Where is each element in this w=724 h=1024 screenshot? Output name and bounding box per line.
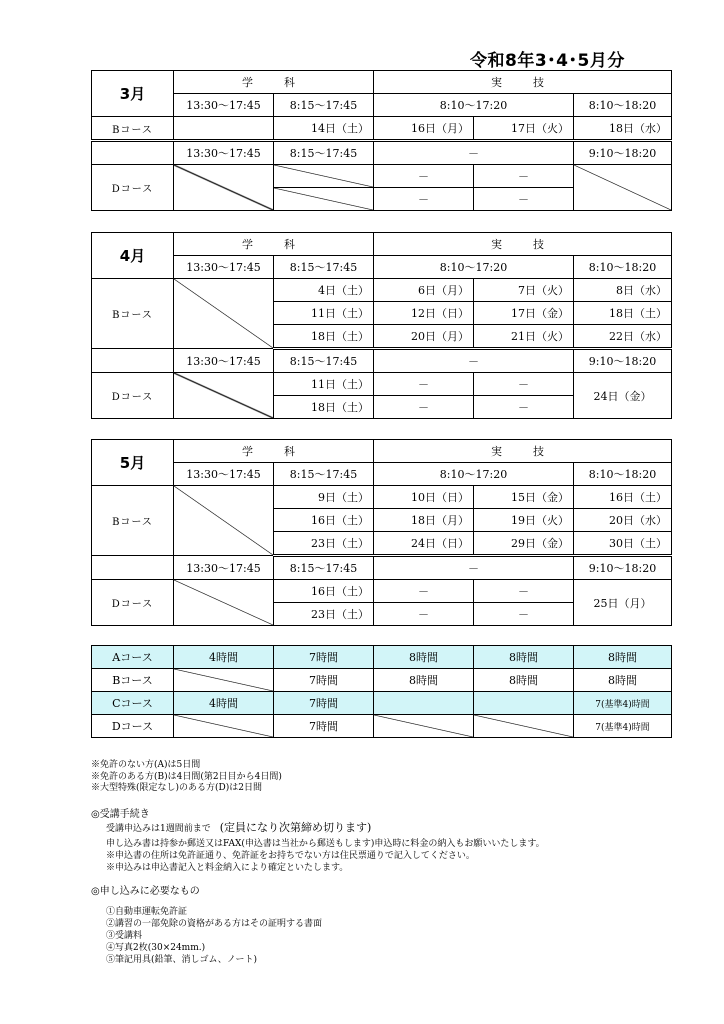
time-cell: 13:30〜17:45 bbox=[174, 94, 274, 117]
date-cell: 9日（土） bbox=[274, 486, 374, 509]
required-item: ④写真2枚(30×24mm.) bbox=[106, 943, 206, 953]
hours-cell: 4時間 bbox=[174, 646, 274, 669]
hours-cell: 8時間 bbox=[474, 646, 574, 669]
diagonal-cell bbox=[174, 486, 274, 556]
time-cell: 8:15〜17:45 bbox=[274, 349, 374, 373]
diagonal-cell bbox=[174, 669, 274, 692]
time-cell: 13:30〜17:45 bbox=[174, 556, 274, 580]
date-cell: 17日（金） bbox=[474, 302, 574, 325]
dash-cell: － bbox=[474, 165, 574, 188]
time-cell: 8:10〜18:20 bbox=[574, 94, 672, 117]
date-cell: 11日（土） bbox=[274, 302, 374, 325]
time-cell: 13:30〜17:45 bbox=[174, 141, 274, 165]
time-cell: 8:10〜17:20 bbox=[374, 256, 574, 279]
hours-cell: 8時間 bbox=[574, 646, 672, 669]
month-label: 3月 bbox=[92, 71, 174, 117]
course-label: Aコース bbox=[92, 646, 174, 669]
date-cell: 18日（土） bbox=[574, 302, 672, 325]
course-label: Bコース bbox=[92, 669, 174, 692]
time-cell: 8:15〜17:45 bbox=[274, 141, 374, 165]
date-cell: 20日（水） bbox=[574, 509, 672, 532]
date-cell: 19日（火） bbox=[474, 509, 574, 532]
procedure-line: 受講申込みは1週間前まで bbox=[106, 824, 211, 834]
procedure-line: ※申込書の住所は免許証通り、免許証をお持ちでない方は住民票通りで記入してください。 bbox=[106, 851, 475, 861]
gakka-header: 学 科 bbox=[174, 71, 374, 94]
diagonal-cell bbox=[174, 279, 274, 349]
diagonal-cell bbox=[374, 715, 474, 738]
jitsugi-header: 実 技 bbox=[374, 233, 672, 256]
date-cell: 30日（土） bbox=[574, 532, 672, 556]
course-label: Bコース bbox=[92, 279, 174, 349]
course-label: Cコース bbox=[92, 692, 174, 715]
dash-cell: － bbox=[474, 603, 574, 626]
date-cell: 10日（日） bbox=[374, 486, 474, 509]
dash-cell: － bbox=[474, 188, 574, 211]
date-cell: 18日（土） bbox=[274, 396, 374, 419]
dash-cell: － bbox=[474, 373, 574, 396]
procedure-heading: ◎受講手続き bbox=[91, 809, 150, 820]
procedure-deadline: (定員になり次第締め切ります) bbox=[219, 821, 372, 834]
diagonal-cell bbox=[574, 165, 672, 211]
time-cell: 8:10〜18:20 bbox=[574, 256, 672, 279]
date-cell: 8日（水） bbox=[574, 279, 672, 302]
note-line: ※免許のある方(B)は4日間(第2日目から4日間) bbox=[91, 771, 282, 782]
hours-cell: 7時間 bbox=[274, 692, 374, 715]
jitsugi-header: 実 技 bbox=[374, 440, 672, 463]
page-title: 令和8年3･4･5月分 bbox=[470, 51, 625, 71]
notes bbox=[91, 760, 282, 795]
note-line: ※免許のない方(A)は5日間 bbox=[91, 760, 201, 770]
date-cell: 6日（月） bbox=[374, 279, 474, 302]
date-cell: 4日（土） bbox=[274, 279, 374, 302]
time-cell: 13:30〜17:45 bbox=[174, 463, 274, 486]
dash-cell: － bbox=[374, 188, 474, 211]
empty-cell bbox=[92, 141, 174, 165]
schedule-table-may bbox=[91, 439, 672, 626]
date-cell: 20日（月） bbox=[374, 325, 474, 349]
month-label: 5月 bbox=[92, 440, 174, 486]
date-cell: 16日（月） bbox=[374, 117, 474, 141]
empty-cell bbox=[174, 117, 274, 141]
hours-cell: 4時間 bbox=[174, 692, 274, 715]
date-cell: 29日（金） bbox=[474, 532, 574, 556]
required-item: ②講習の一部免除の資格がある方はその証明する書面 bbox=[106, 919, 323, 929]
time-cell: 8:15〜17:45 bbox=[274, 556, 374, 580]
date-cell: 22日（水） bbox=[574, 325, 672, 349]
course-label: Bコース bbox=[92, 486, 174, 556]
time-cell: 9:10〜18:20 bbox=[574, 141, 672, 165]
hours-cell: 7(基準4)時間 bbox=[574, 715, 672, 738]
dash-cell: － bbox=[474, 396, 574, 419]
time-cell: 13:30〜17:45 bbox=[174, 256, 274, 279]
date-cell: 18日（水） bbox=[574, 117, 672, 141]
dash-cell: － bbox=[374, 580, 474, 603]
dash-cell: － bbox=[374, 373, 474, 396]
schedule-table-march bbox=[91, 70, 672, 211]
date-cell: 18日（土） bbox=[274, 325, 374, 349]
hours-cell: 7時間 bbox=[274, 715, 374, 738]
course-label: Dコース bbox=[92, 165, 174, 211]
month-label: 4月 bbox=[92, 233, 174, 279]
dash-cell: － bbox=[374, 556, 574, 580]
empty-cell bbox=[92, 556, 174, 580]
dash-cell: － bbox=[374, 349, 574, 373]
date-cell: 24日（金） bbox=[574, 373, 672, 419]
course-label: Dコース bbox=[92, 580, 174, 626]
date-cell: 23日（土） bbox=[274, 532, 374, 556]
date-cell: 16日（土） bbox=[274, 580, 374, 603]
dash-cell: － bbox=[374, 141, 574, 165]
dash-cell: － bbox=[374, 396, 474, 419]
diagonal-cell bbox=[474, 715, 574, 738]
date-cell: 7日（火） bbox=[474, 279, 574, 302]
diagonal-cell bbox=[174, 165, 274, 211]
course-label: Dコース bbox=[92, 373, 174, 419]
date-cell: 18日（月） bbox=[374, 509, 474, 532]
dash-cell: － bbox=[374, 165, 474, 188]
date-cell: 21日（火） bbox=[474, 325, 574, 349]
dash-cell: － bbox=[374, 603, 474, 626]
diagonal-cell bbox=[174, 373, 274, 419]
gakka-header: 学 科 bbox=[174, 440, 374, 463]
time-cell: 8:15〜17:45 bbox=[274, 256, 374, 279]
diagonal-cell bbox=[374, 692, 474, 715]
time-cell: 9:10〜18:20 bbox=[574, 556, 672, 580]
hours-cell: 7時間 bbox=[274, 669, 374, 692]
time-cell: 9:10〜18:20 bbox=[574, 349, 672, 373]
diagonal-cell bbox=[274, 165, 374, 188]
required-item: ⑤筆記用具(鉛筆、消しゴム、ノート) bbox=[106, 955, 258, 965]
hours-cell: 8時間 bbox=[574, 669, 672, 692]
date-cell: 12日（日） bbox=[374, 302, 474, 325]
procedure-line: 申し込み書は持参か郵送又はFAX(申込書は当社から郵送もします)申込時に料金の納入もお願いいたします。 bbox=[106, 839, 545, 849]
jitsugi-header: 実 技 bbox=[374, 71, 672, 94]
time-cell: 8:10〜17:20 bbox=[374, 94, 574, 117]
date-cell: 11日（土） bbox=[274, 373, 374, 396]
date-cell: 23日（土） bbox=[274, 603, 374, 626]
course-label: Dコース bbox=[92, 715, 174, 738]
time-cell: 8:15〜17:45 bbox=[274, 94, 374, 117]
time-cell: 8:15〜17:45 bbox=[274, 463, 374, 486]
date-cell: 17日（火） bbox=[474, 117, 574, 141]
hours-cell: 8時間 bbox=[374, 646, 474, 669]
diagonal-cell bbox=[174, 580, 274, 626]
diagonal-cell bbox=[274, 188, 374, 211]
hours-table bbox=[91, 645, 672, 738]
diagonal-cell bbox=[474, 692, 574, 715]
hours-cell: 8時間 bbox=[374, 669, 474, 692]
diagonal-cell bbox=[174, 715, 274, 738]
date-cell: 24日（日） bbox=[374, 532, 474, 556]
date-cell: 14日（土） bbox=[274, 117, 374, 141]
date-cell: 16日（土） bbox=[574, 486, 672, 509]
time-cell: 13:30〜17:45 bbox=[174, 349, 274, 373]
time-cell: 8:10〜18:20 bbox=[574, 463, 672, 486]
procedure-body bbox=[106, 822, 545, 874]
procedure-line: ※申込みは申込書記入と料金納入により確定といたします。 bbox=[106, 863, 349, 873]
required-heading: ◎申し込みに必要なもの bbox=[91, 886, 200, 897]
note-line: ※大型特殊(限定なし)のある方(D)は2日間 bbox=[91, 783, 262, 793]
required-item: ①自動車運転免許証 bbox=[106, 907, 188, 917]
dash-cell: － bbox=[474, 580, 574, 603]
empty-cell bbox=[92, 349, 174, 373]
hours-cell: 8時間 bbox=[474, 669, 574, 692]
schedule-table-april bbox=[91, 232, 672, 419]
course-label: Bコース bbox=[92, 117, 174, 141]
date-cell: 25日（月） bbox=[574, 580, 672, 626]
gakka-header: 学 科 bbox=[174, 233, 374, 256]
required-list bbox=[106, 906, 322, 966]
hours-cell: 7(基準4)時間 bbox=[574, 692, 672, 715]
time-cell: 8:10〜17:20 bbox=[374, 463, 574, 486]
date-cell: 16日（土） bbox=[274, 509, 374, 532]
required-item: ③受講料 bbox=[106, 931, 143, 941]
date-cell: 15日（金） bbox=[474, 486, 574, 509]
hours-cell: 7時間 bbox=[274, 646, 374, 669]
